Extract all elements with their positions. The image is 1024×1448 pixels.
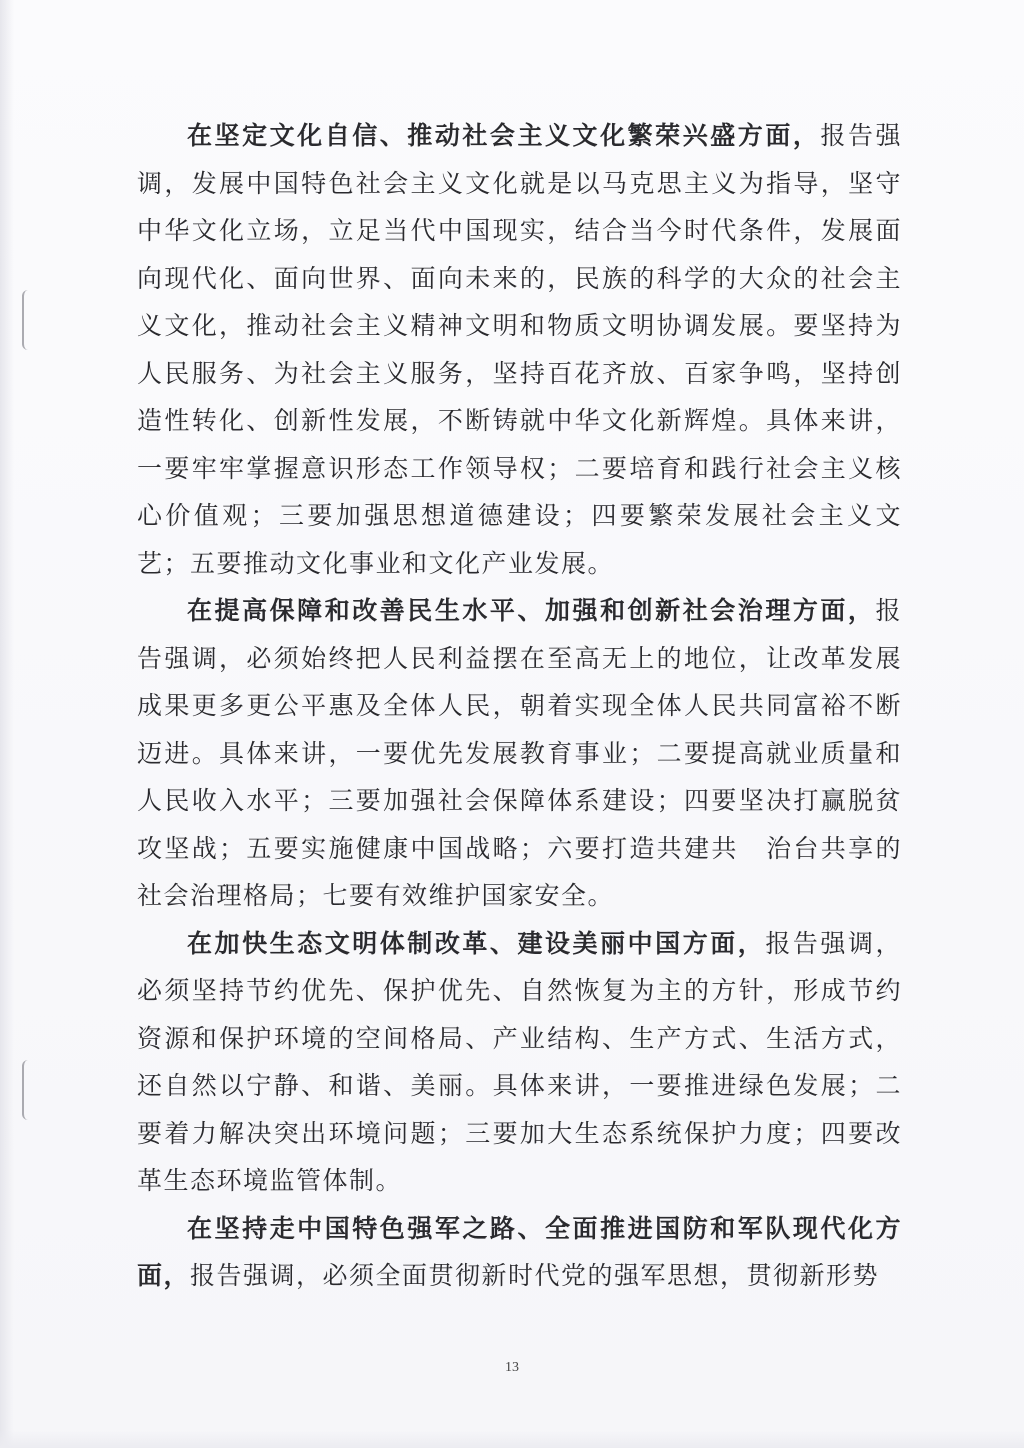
paragraph-culture — [137, 112, 902, 587]
paragraph-lead: 在加快生态文明体制改革、建设美丽中国方面， — [187, 928, 766, 958]
page-edge-shadow — [0, 0, 14, 1448]
paragraph-lead: 在提高保障和改善民生水平、加强和创新社会治理方面， — [187, 596, 876, 625]
page-number: 13 — [505, 1360, 519, 1375]
paragraph-text: 报告强调，发展中国特色社会主义文化就是以马克思主义为指导，坚守中华文化立场，立足当代中国现实，结合当今时代条件，发展面向现代化、面向世界、面向未来的，民族的科学的大众的社会主义文化，推动社会主义精神文明和物质文明协调发展。要坚持为人民服务、为社会主义服务，坚持百花齐放、百家争鸣，坚持创造性转化、创新性发展，不断铸就中华文化新辉煌。具体来讲，一要牢牢掌握意识形态工作领导权；二要培育和践行社会主义核心价值观；三要加强思想道德建设；四要繁荣发展社会主义文艺；五要推动文化事业和文化产业发展。 — [137, 121, 902, 578]
binding-mark — [22, 1060, 30, 1120]
page-bottom-shadow — [0, 1430, 1024, 1448]
paragraph-text: 报告强调，必须坚持节约优先、保护优先、自然恢复为主的方针，形成节约资源和保护环境的空间格局、产业结构、生产方式、生活方式，还自然以宁静、和谐、美丽。具体来讲，一要推进绿色发展；二要着力解决突出环境问题；三要加大生态系统保护力度；四要改革生态环境监管体制。 — [137, 928, 902, 1195]
paragraph-text: 报告强调，必须始终把人民利益摆在至高无上的地位，让改革发展成果更多更公平惠及全体人民，朝着实现全体人民共同富裕不断迈进。具体来讲，一要优先发展教育事业；二要提高就业质量和人民收入水平；三要加强社会保障体系建设；四要坚决打赢脱贫攻坚战；五要实施健康中国战略；六要打造共建共 治台共享的社会治理格局；七要有效维护国家安全。 — [137, 596, 902, 910]
paragraph-military — [137, 1205, 902, 1300]
paragraph-text: 报告强调，必须全面贯彻新时代党的强军思想，贯彻新形势 — [190, 1261, 880, 1290]
document-body — [137, 112, 902, 1300]
paragraph-lead: 在坚持走中国特色强军之路、全面推进国防和军队现代化方面， — [137, 1213, 902, 1290]
binding-mark — [22, 290, 30, 350]
paragraph-ecology — [137, 920, 902, 1205]
paragraph-livelihood — [137, 587, 902, 920]
paragraph-lead: 在坚定文化自信、推动社会主义文化繁荣兴盛方面， — [187, 121, 821, 150]
